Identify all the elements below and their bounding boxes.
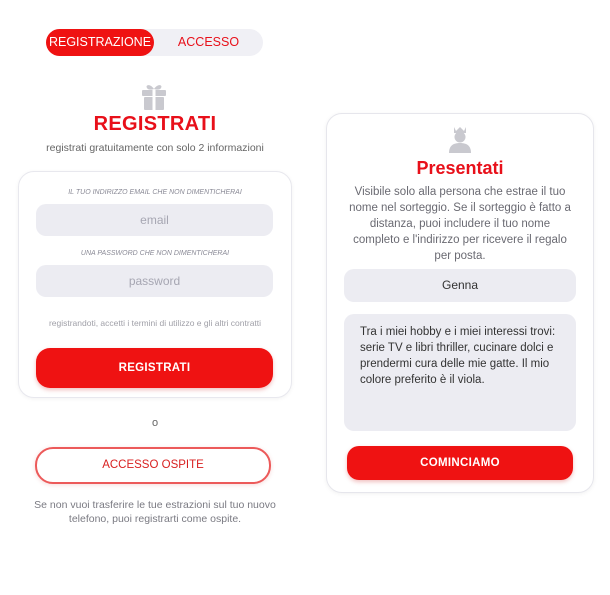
avatar-icon [448,125,472,153]
register-title: REGISTRATI [93,113,217,135]
register-card [18,171,292,398]
profile-card [326,113,594,493]
register-subtitle: registrati gratuitamente con solo 2 informazioni [46,142,264,154]
guest-note: Se non vuoi trasferire le tue estrazioni sul tuo nuovo telefono, puoi registrarti come ospite. [34,499,276,525]
email-label: IL TUO INDIRIZZO EMAIL CHE NON DIMENTICHERAI [68,189,242,196]
profile-description: Visibile solo alla persona che estrae il tuo nome nel sorteggio. Se il sorteggio è fatto a distanza, puoi includere il tuo nome completo e l'indirizzo per ricevere il regalo per posta. [349,186,571,262]
tab-registrazione[interactable]: REGISTRAZIONE [46,29,154,56]
email-field[interactable] [36,204,273,236]
profile-title: Presentati [416,158,504,178]
name-field[interactable]: Genna [344,269,576,302]
gift-icon [141,83,167,111]
auth-tabs [46,29,263,56]
password-label: UNA PASSWORD CHE NON DIMENTICHERAI [80,250,230,257]
terms-link[interactable]: registrandoti, accetti i termini di utilizzo e gli altri contratti [48,318,262,328]
or-divider: o [151,417,159,429]
guest-access-button[interactable]: ACCESSO OSPITE [35,447,271,484]
tab-accesso[interactable]: ACCESSO [177,35,240,49]
start-button[interactable]: COMINCIAMO [347,446,573,480]
bio-textarea[interactable]: Tra i miei hobby e i miei interessi trovi: serie TV e libri thriller, cucinare dolci e prendermi cura delle mie gatte. Il mio colore preferito è il viola. [344,314,576,431]
register-button[interactable]: REGISTRATI [36,348,273,388]
password-field[interactable] [36,265,273,297]
